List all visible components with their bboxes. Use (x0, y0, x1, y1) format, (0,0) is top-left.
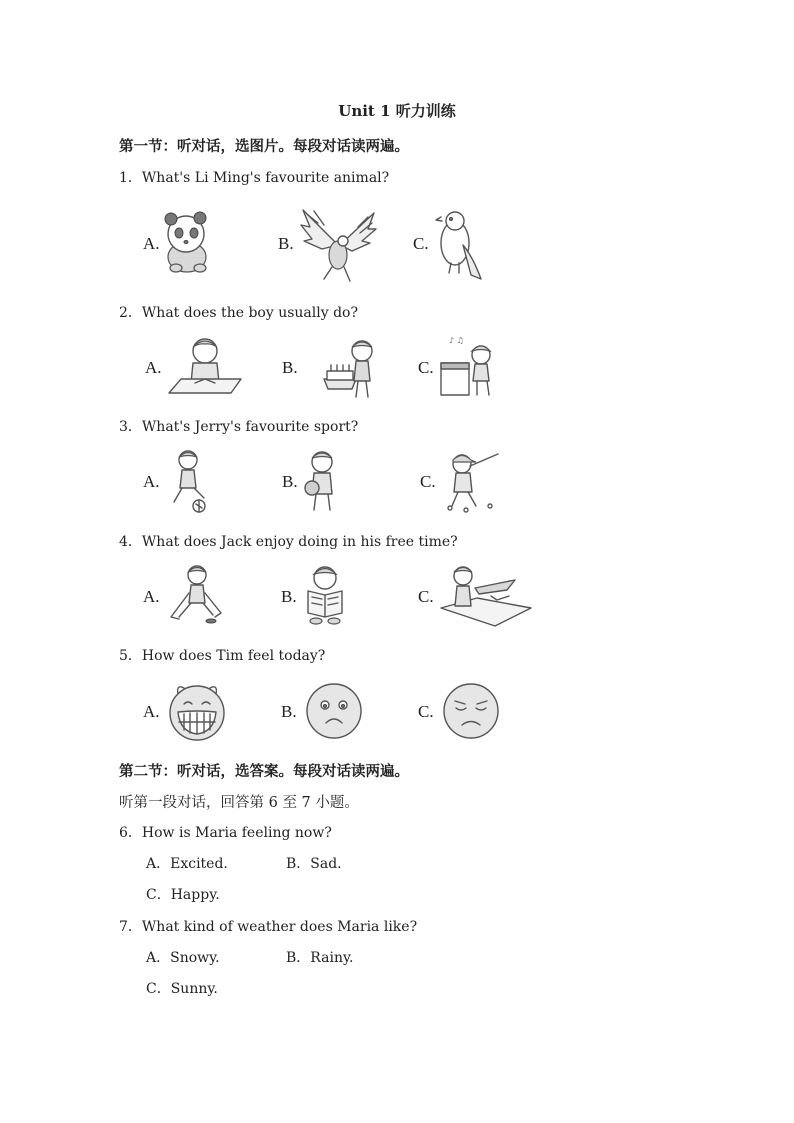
option-letter[interactable]: B. (282, 472, 298, 491)
birthday-cake-icon[interactable] (322, 335, 380, 403)
question-text: How is Maria feeling now? (141, 825, 332, 841)
model-plane-icon[interactable] (437, 560, 533, 634)
option-letter[interactable]: A. (143, 702, 160, 721)
reading-book-icon[interactable] (304, 563, 346, 631)
option-letter[interactable]: A. (143, 234, 160, 253)
basketball-icon[interactable] (300, 448, 342, 518)
question-number: 7． (119, 919, 142, 935)
page-title: Unit 1 听力训练 (338, 102, 456, 120)
question-1 (119, 167, 389, 187)
answer-option[interactable]: C．Sunny. (146, 981, 218, 997)
worried-face-icon[interactable] (304, 681, 364, 745)
answer-option[interactable]: B．Rainy. (286, 950, 354, 966)
question-text: What does Jack enjoy doing in his free time? (141, 534, 458, 550)
question-number: 6． (119, 825, 142, 841)
section2-heading: 第二节：听对话，选答案。每段对话读两遍。 (119, 763, 409, 780)
question-number: 4． (119, 534, 142, 550)
question-2 (119, 302, 358, 322)
option-letter[interactable]: C. (413, 234, 429, 253)
option-letter[interactable]: C. (418, 358, 434, 377)
answer-option[interactable]: B．Sad. (286, 856, 342, 872)
happy-face-icon[interactable] (166, 680, 228, 746)
svg-text:♪ ♫: ♪ ♫ (449, 336, 464, 345)
question-number: 2． (119, 305, 142, 321)
answer-option[interactable]: C．Happy. (146, 887, 220, 903)
option-letter[interactable]: B. (281, 702, 297, 721)
option-letter[interactable]: B. (278, 234, 294, 253)
question-text: What's Li Ming's favourite animal? (141, 170, 390, 186)
option-letter[interactable]: A. (145, 358, 162, 377)
baseball-icon[interactable] (440, 448, 504, 518)
answer-option[interactable]: A．Excited. (146, 856, 228, 872)
option-letter[interactable]: A. (143, 587, 160, 606)
question-text: How does Tim feel today? (141, 648, 326, 664)
question-number: 5． (119, 648, 142, 664)
option-letter[interactable]: C. (420, 472, 436, 491)
answer-option[interactable]: A．Snowy. (146, 950, 220, 966)
option-letter[interactable]: B. (282, 358, 298, 377)
section1-heading: 第一节：听对话，选图片。每段对话读两遍。 (119, 138, 409, 155)
option-letter[interactable]: C. (418, 702, 434, 721)
question-5 (119, 645, 325, 665)
eagle-icon[interactable] (298, 205, 378, 287)
soccer-icon[interactable] (164, 448, 212, 518)
option-letter[interactable]: A. (143, 472, 160, 491)
section2-instruction: 听第一段对话，回答第 6 至 7 小题。 (119, 795, 359, 811)
question-number: 1． (119, 170, 142, 186)
question-3 (119, 416, 358, 436)
question-text: What does the boy usually do? (141, 305, 358, 321)
hockey-icon[interactable] (165, 563, 225, 629)
piano-icon[interactable] (437, 333, 495, 403)
question-text: What's Jerry's favourite sport? (141, 419, 359, 435)
question-text: What kind of weather does Maria like? (141, 919, 418, 935)
sad-face-icon[interactable] (441, 681, 501, 745)
bird-icon[interactable] (433, 205, 485, 285)
question-number: 3． (119, 419, 142, 435)
option-letter[interactable]: C. (418, 587, 434, 606)
question-6 (119, 822, 332, 842)
question-7 (119, 916, 417, 936)
question-4 (119, 531, 458, 551)
boy-reading-icon[interactable] (165, 335, 245, 403)
option-letter[interactable]: B. (281, 587, 297, 606)
panda-icon[interactable] (162, 210, 212, 278)
